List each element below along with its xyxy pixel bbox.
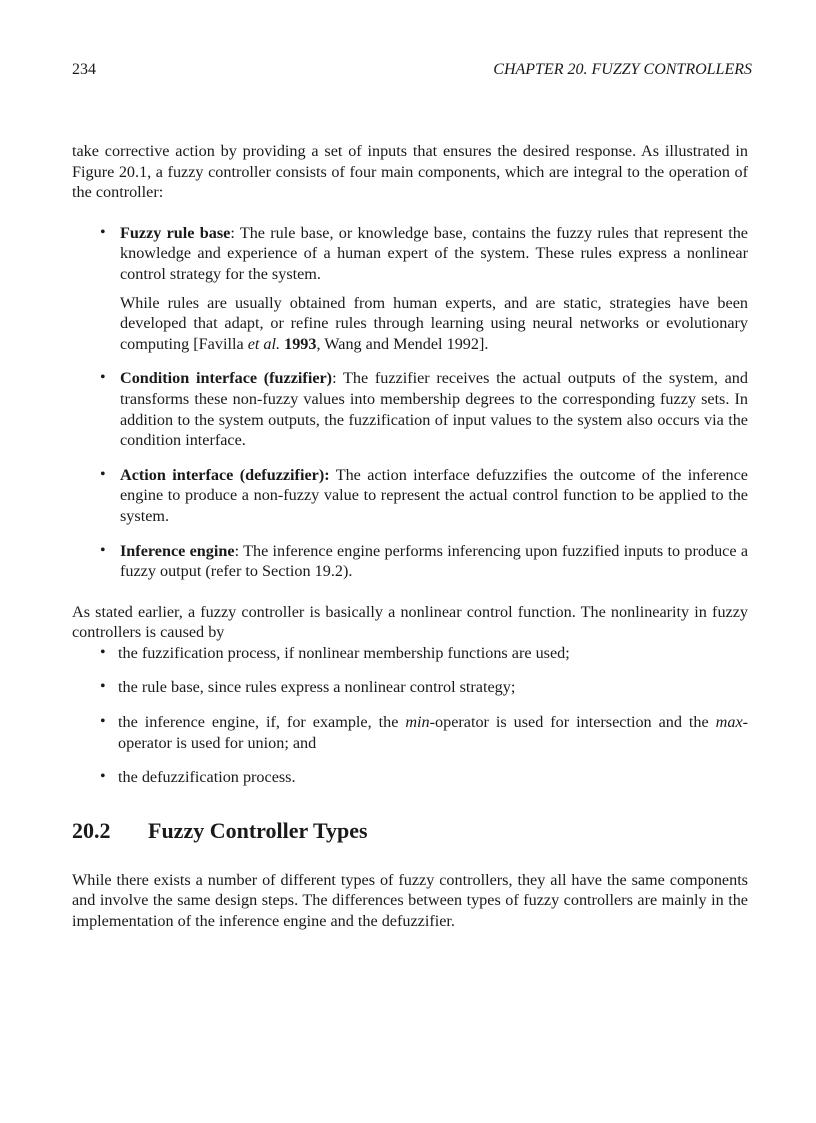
min-operator: min	[405, 713, 430, 732]
bullet-icon: •	[100, 678, 106, 696]
cause-text: the fuzzification process, if nonlinear membership functions are used;	[118, 643, 570, 662]
list-item-rule-base	[72, 223, 748, 355]
list-item-cause	[72, 643, 748, 664]
max-operator: max	[715, 713, 743, 732]
item-text: The fuzzifier receives the actual outputs of the system, and transforms these non-fuzzy values into membership degrees to the corresponding fuzzy sets. In addition to the system outputs, the fuzzification of input values to the system also occurs via the condition interface.	[120, 369, 748, 450]
rule-base-extra-paragraph	[120, 293, 748, 355]
item-text: The inference engine performs inferencing upon fuzzified inputs to produce a fuzzy output (refer to Section 19.2).	[120, 541, 749, 581]
term-separator: :	[332, 369, 337, 388]
causes-list	[72, 643, 748, 788]
cause-text: the rule base, since rules express a nonlinear control strategy;	[118, 678, 516, 697]
cause-text: -operator is used for union; and	[118, 713, 749, 752]
bullet-icon: •	[100, 768, 106, 786]
list-item-fuzzifier	[72, 368, 748, 450]
section-heading	[72, 818, 748, 844]
term-separator: :	[230, 223, 235, 242]
list-item-cause	[72, 712, 748, 753]
page-body	[72, 141, 748, 932]
intro-paragraph: take corrective action by providing a set of inputs that ensures the desired response. As illustrated in Figure 20.1, a fuzzy controller consists of four main components, which are integral to the operation of the controller:	[72, 142, 748, 202]
components-list	[72, 223, 748, 582]
item-text: The action interface defuzzifies the outcome of the inference engine to produce a non-fuzzy value to represent the actual control function to be applied to the system.	[120, 465, 748, 525]
nonlinearity-paragraph: As stated earlier, a fuzzy controller is basically a nonlinear control function. The nonlinearity in fuzzy controllers is caused by	[72, 602, 748, 642]
bullet-icon: •	[100, 713, 106, 731]
section-title: Fuzzy Controller Types	[148, 817, 368, 843]
chapter-title: CHAPTER 20. FUZZY CONTROLLERS	[493, 61, 752, 78]
bullet-icon: •	[100, 541, 106, 559]
bullet-icon: •	[100, 223, 106, 241]
term-fuzzifier: Condition interface (fuzzifier)	[120, 369, 333, 388]
list-item-inference-engine	[72, 541, 748, 582]
cause-text: the inference engine, if, for example, the	[118, 713, 406, 732]
list-item-defuzzifier	[72, 465, 748, 527]
term-separator: :	[234, 541, 240, 560]
term-inference-engine: Inference engine	[120, 541, 235, 560]
bullet-icon: •	[100, 465, 106, 483]
extra-text: While rules are usually obtained from human experts, and are static, strategies have been developed that adapt, or refine rules through learning using neural networks or evolutionary computing [Favilla	[120, 293, 748, 353]
bullet-icon: •	[100, 643, 106, 661]
cause-text: -operator is used for intersection and the	[429, 713, 716, 732]
list-item-cause	[72, 767, 748, 788]
term-rule-base: Fuzzy rule base	[120, 223, 231, 242]
section-number: 20.2	[72, 817, 111, 843]
closing-paragraph: While there exists a number of different types of fuzzy controllers, they all have the same components and involve the same design steps. The differences between types of fuzzy controllers are mainly in the implementation of the inference engine and the defuzzifier.	[72, 870, 748, 931]
item-text: The rule base, or knowledge base, contains the fuzzy rules that represent the knowledge and experience of a human expert of the system. These rules express a nonlinear control strategy for the system.	[120, 223, 748, 283]
term-defuzzifier: Action interface (defuzzifier):	[120, 465, 330, 484]
list-item-cause	[72, 677, 748, 698]
page-number: 234	[72, 61, 96, 78]
cause-text: the defuzzification process.	[118, 768, 296, 787]
bullet-icon: •	[100, 369, 106, 387]
citation-year: 1993	[280, 334, 317, 353]
extra-tail: , Wang and Mendel 1992].	[316, 334, 489, 353]
et-al: et al.	[247, 334, 281, 353]
